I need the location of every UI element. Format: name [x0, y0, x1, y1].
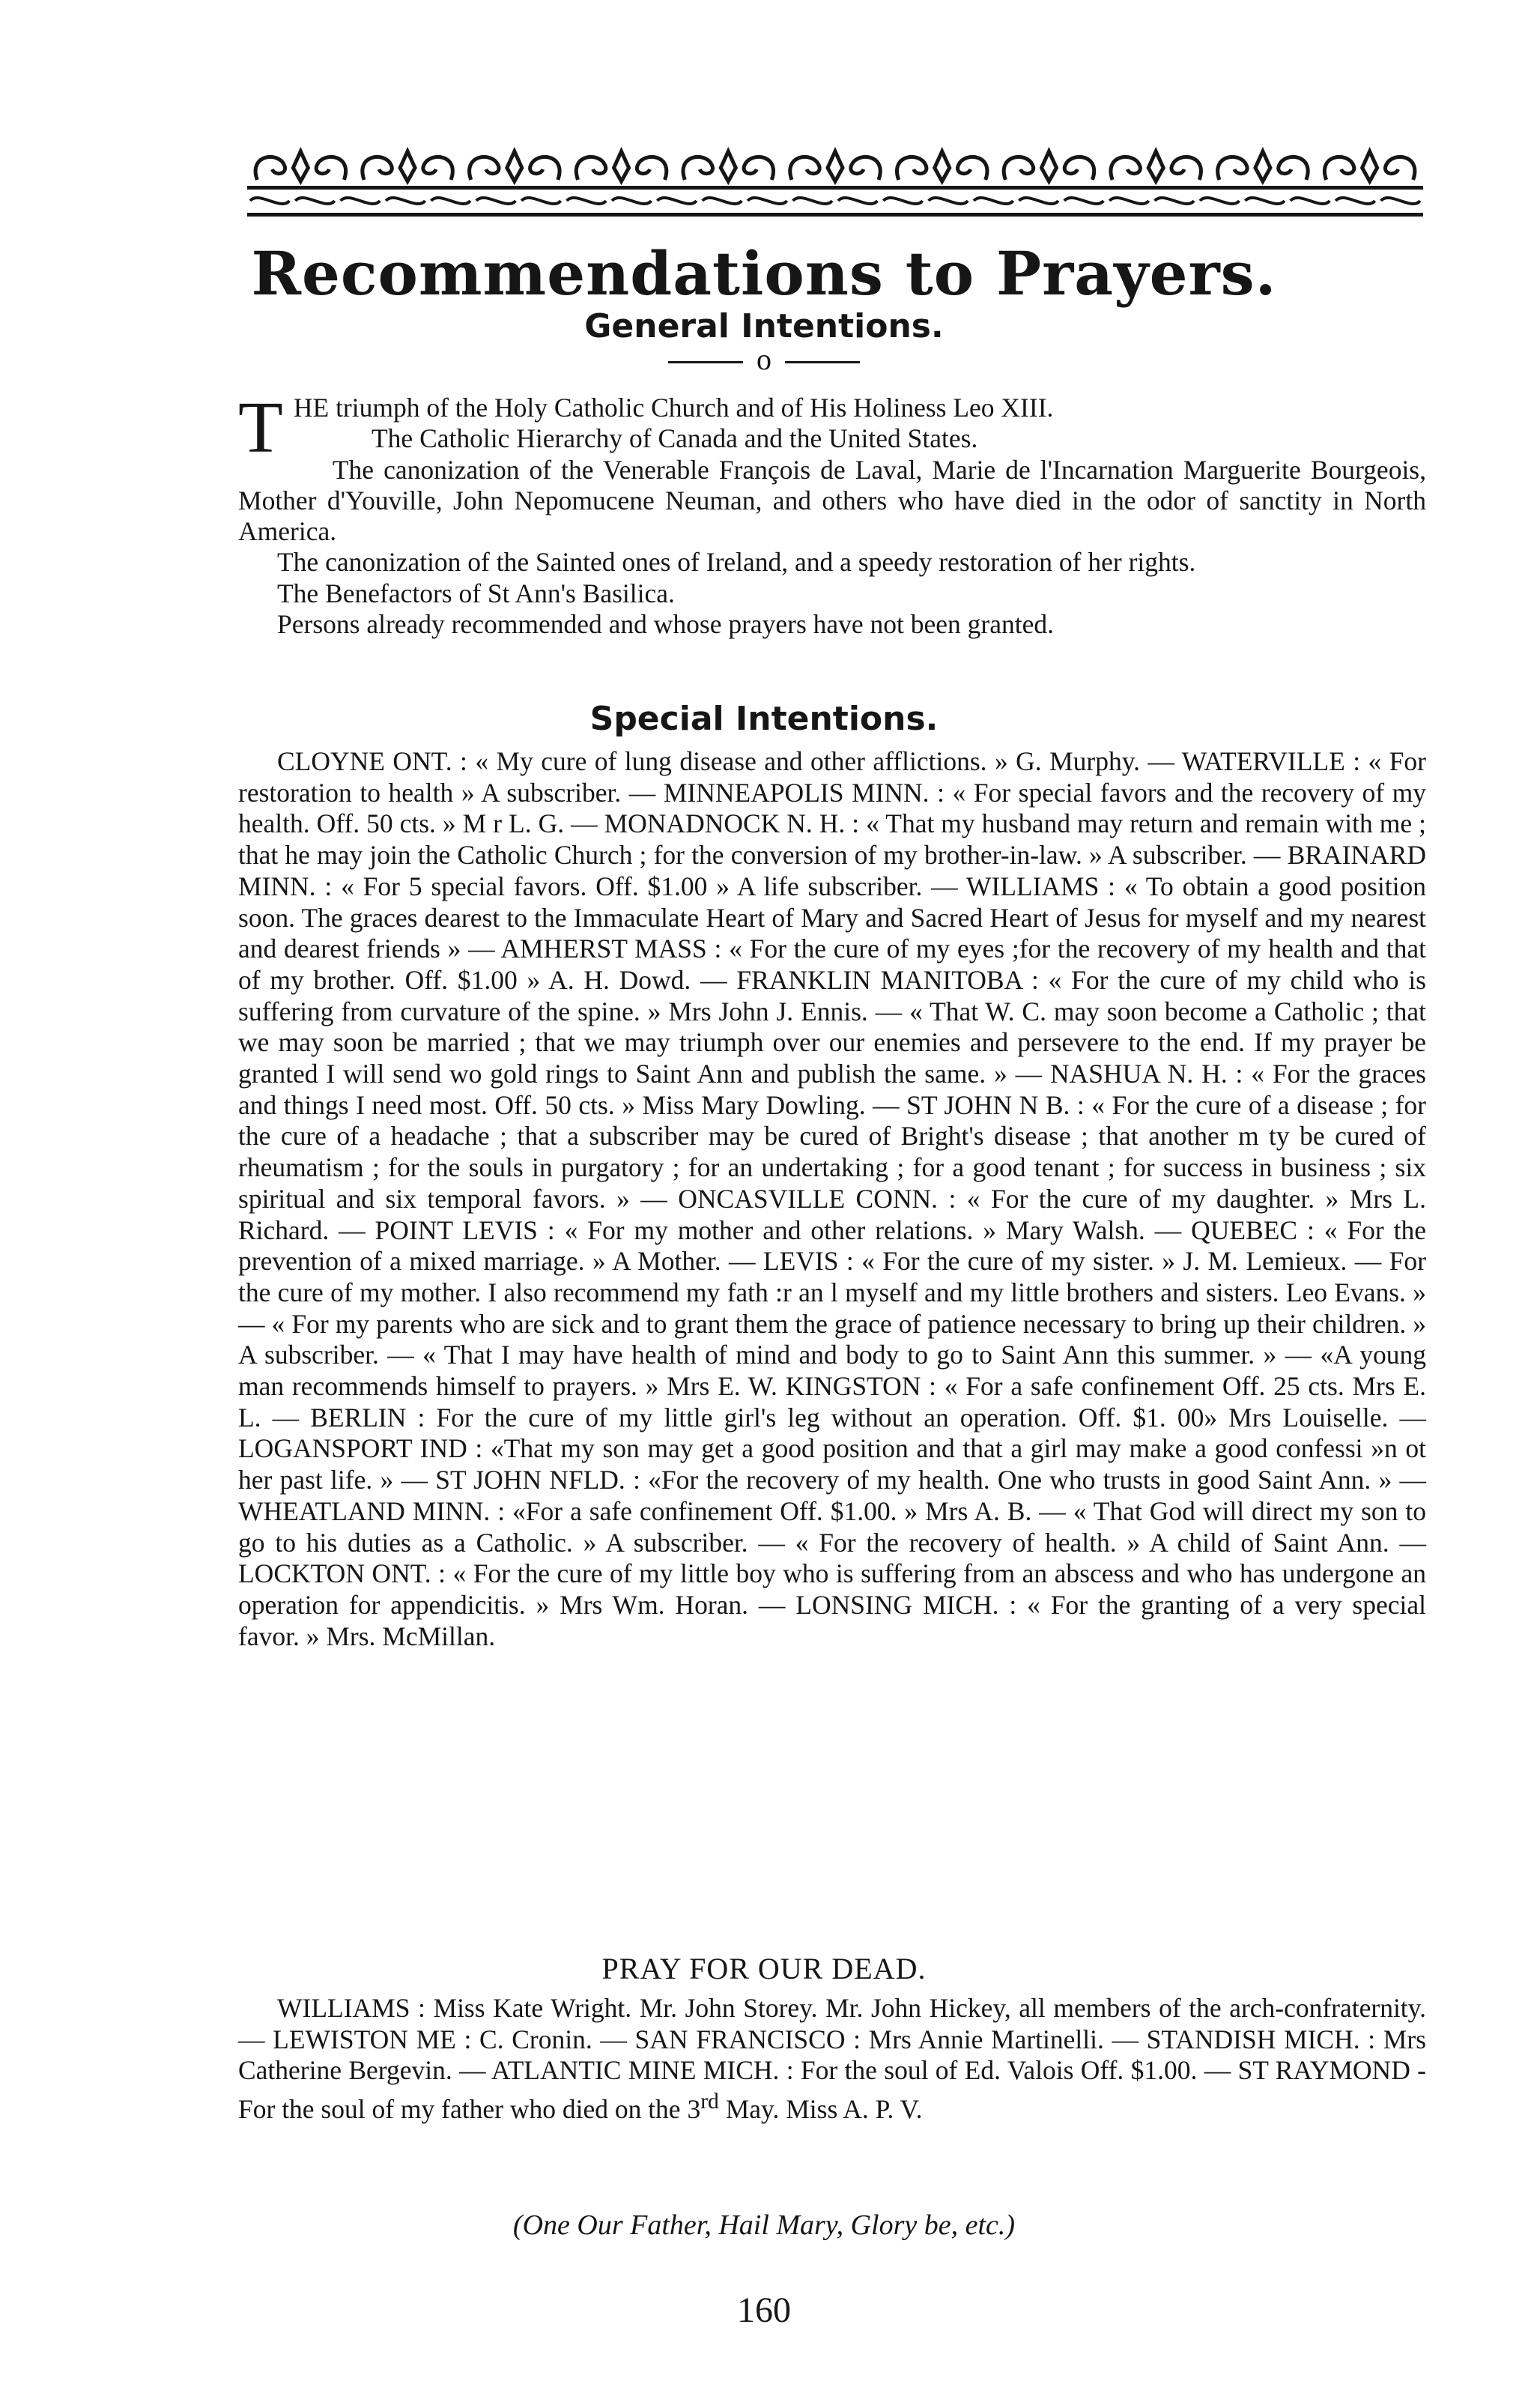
- general-intention-persons: Persons already recommended and whose prayers have not been granted.: [277, 609, 1055, 640]
- ornament-motif: [683, 151, 773, 181]
- ornament-band-link: [250, 198, 289, 204]
- special-intentions-heading: Special Intentions.: [589, 700, 939, 738]
- ornament-motif: [1111, 151, 1201, 181]
- ornament-band-link: [703, 198, 742, 204]
- ornament-band-link: [838, 198, 877, 204]
- pray-for-dead-heading: PRAY FOR OUR DEAD.: [601, 1952, 927, 1985]
- pray-for-dead-text: [238, 1993, 1426, 2125]
- ornament-band-link: [612, 198, 651, 204]
- ornament-motif: [1218, 151, 1308, 181]
- general-intention-ireland: The canonization of the Sainted ones of Ireland, and a speedy restoration of her rights.: [277, 547, 1196, 578]
- ornament-motif: [1004, 151, 1094, 181]
- ornament-band-link: [521, 198, 560, 204]
- ordinal-suffix: rd: [700, 2089, 719, 2114]
- ornament-band-link: [883, 198, 922, 204]
- page-title: Recommendations to Prayers.: [251, 238, 1277, 309]
- ornament-band-link: [341, 198, 380, 204]
- ornament-motif: [790, 151, 880, 181]
- ornament-motif: [576, 151, 666, 181]
- dead-text-main: WILLIAMS : Miss Kate Wright. Mr. John Storey. Mr. John Hickey, all members of the arch-confraternity. — LEWISTON ME : C. Cronin. — SAN FRANCISCO : Mrs Annie Martinelli. — STANDISH MICH. : Mrs Catherine Bergevin. — ATLANTIC MINE MICH. : For the soul of Ed. Valois Off. $1.00. — ST RAYMOND - For the soul of my father who died on the 3: [238, 1993, 1426, 2124]
- ornament-band-link: [1336, 198, 1374, 204]
- drop-cap: T: [238, 387, 283, 468]
- pray-for-dead-body: [238, 1993, 1426, 2125]
- special-intentions-text: CLOYNE ONT. : « My cure of lung disease and other afflictions. » G. Murphy. — WATERVILLE : « For restoration to health » A subscriber. — MINNEAPOLIS MINN. : « For special favors and the recovery of my health. Off. 50 cts. » M r L. G. — MONADNOCK N. H. : « That my husband may return and remain with me ; that he may join the Catholic Church ; for the conversion of my brother-in-law. » A subscriber. — BRAINARD MINN. : « For 5 special favors. Off. $1.00 » A life subscriber. — WILLIAMS : « To obtain a good position soon. The graces dearest to the Immaculate Heart of Mary and Sacred Heart of Jesus for myself and my nearest and dearest friends » — AMHERST MASS : « For the cure of my eyes ;for the recovery of my health and that of my brother. Off. $1.00 » A. H. Dowd. — FRANKLIN MANITOBA : « For the cure of my child who is suffering from curvature of the spine. » Mrs John J. Ennis. — « That W. C. may soon become a Catholic ; that we may soon be married ; that we may triumph over our enemies and persevere to the end. If my prayer be granted I will send wo gold rings to Saint Ann and publish the same. » — NASHUA N. H. : « For the graces and things I need most. Off. 50 cts. » Miss Mary Dowling. — ST JOHN N B. : « For the cure of a disease ; for the cure of a headache ; that a subscriber may be cured of Bright's disease ; that another m ty be cured of rheumatism ; for the souls in purgatory ; for an undertaking ; for a good tenant ; for success in business ; six spiritual and six temporal favors. » — ONCASVILLE CONN. : « For the cure of my daughter. » Mrs L. Richard. — POINT LEVIS : « For my mother and other relations. » Mary Walsh. — QUEBEC : « For the prevention of a mixed marriage. » A Mother. — LEVIS : « For the cure of my sister. » J. M. Lemieux. — For the cure of my mother. I also recommend my fath :r an l myself and my little brothers and sisters. Leo Evans. » — « For my parents who are sick and to grant them the grace of patience necessary to bring up their children. » A subscriber. — « That I may have health of mind and body to go to Saint Ann this summer. » — «A young man recommends himself to prayers. » Mrs E. W. KINGSTON : « For a safe confinement Off. 25 cts. Mrs E. L. — BERLIN : For the cure of my little girl's leg without an operation. Off. $1. 00» Mrs Louiselle. — LOGANSPORT IND : «That my son may get a good position and that a girl may make a good confessi »n ot her past life. » — ST JOHN NFLD. : «For the recovery of my health. One who trusts in good Saint Ann. » — WHEATLAND MINN. : «For a safe confinement Off. $1.00. » Mrs A. B. — « That God will direct my son to go to his duties as a Catholic. » A subscriber. — « For the recovery of health. » A child of Saint Ann. — LOCKTON ONT. : « For the cure of my little boy who is suffering from an abscess and who has undergone an operation for appendicitis. » Mrs Wm. Horan. — LONSING MICH. : « For the granting of a very special favor. » Mrs. McMillan.: [238, 746, 1426, 1651]
- separator-mark: o: [757, 342, 771, 376]
- ornament-band-link: [1200, 198, 1239, 204]
- separator-line-left: [668, 361, 743, 363]
- ornament-band-link: [1291, 198, 1330, 204]
- ornament-band-link: [793, 198, 832, 204]
- section-separator: [0, 342, 1528, 377]
- general-intentions-heading: General Intentions.: [584, 307, 944, 345]
- special-intentions-body: [238, 746, 1426, 1652]
- ornament-band-link: [431, 198, 470, 204]
- ornament-band-link: [1019, 198, 1058, 204]
- closing-prayer-note: (One Our Father, Hail Mary, Glory be, etc.): [512, 2209, 1016, 2241]
- ornament-band-link: [1109, 198, 1148, 204]
- ornament-band-link: [1381, 198, 1420, 204]
- ornament-motif: [363, 151, 452, 181]
- general-intention-line1: HE triumph of the Holy Catholic Church and of His Holiness Leo XIII.: [293, 393, 1054, 423]
- page-number: 160: [737, 2290, 791, 2330]
- ornament-motif: [897, 151, 986, 181]
- general-intention-canonization: The canonization of the Venerable François de Laval, Marie de l'Incarnation Marguerite Bourgeois, Mother d'Youville, John Nepomucene Neuman, and others who have died in the odor of sanctity in North America.: [238, 454, 1426, 547]
- general-intention-benefactors: The Benefactors of St Ann's Basilica.: [277, 578, 675, 608]
- ornament-band-link: [748, 198, 786, 204]
- ornament-band-link: [1245, 198, 1284, 204]
- ornament-band-link: [295, 198, 334, 204]
- ornament-band-link: [567, 198, 606, 204]
- ornament-motif: [470, 151, 560, 181]
- ornament-band-link: [476, 198, 515, 204]
- ornament-band-link: [386, 198, 425, 204]
- separator-line-right: [785, 361, 860, 363]
- general-intention-line2: The Catholic Hierarchy of Canada and the United States.: [372, 423, 978, 454]
- ornament-band-link: [657, 198, 696, 204]
- decorative-header-ornament: [247, 147, 1423, 222]
- general-intentions-body: [238, 387, 1426, 640]
- ornament-band-link: [1064, 198, 1103, 204]
- ornament-band-link: [1155, 198, 1194, 204]
- dead-text-end: May. Miss A. P. V.: [718, 2093, 923, 2124]
- ornament-motif: [255, 151, 345, 181]
- ornament-motif: [1324, 151, 1414, 181]
- ornament-band-link: [929, 198, 968, 204]
- ornament-band-link: [974, 198, 1013, 204]
